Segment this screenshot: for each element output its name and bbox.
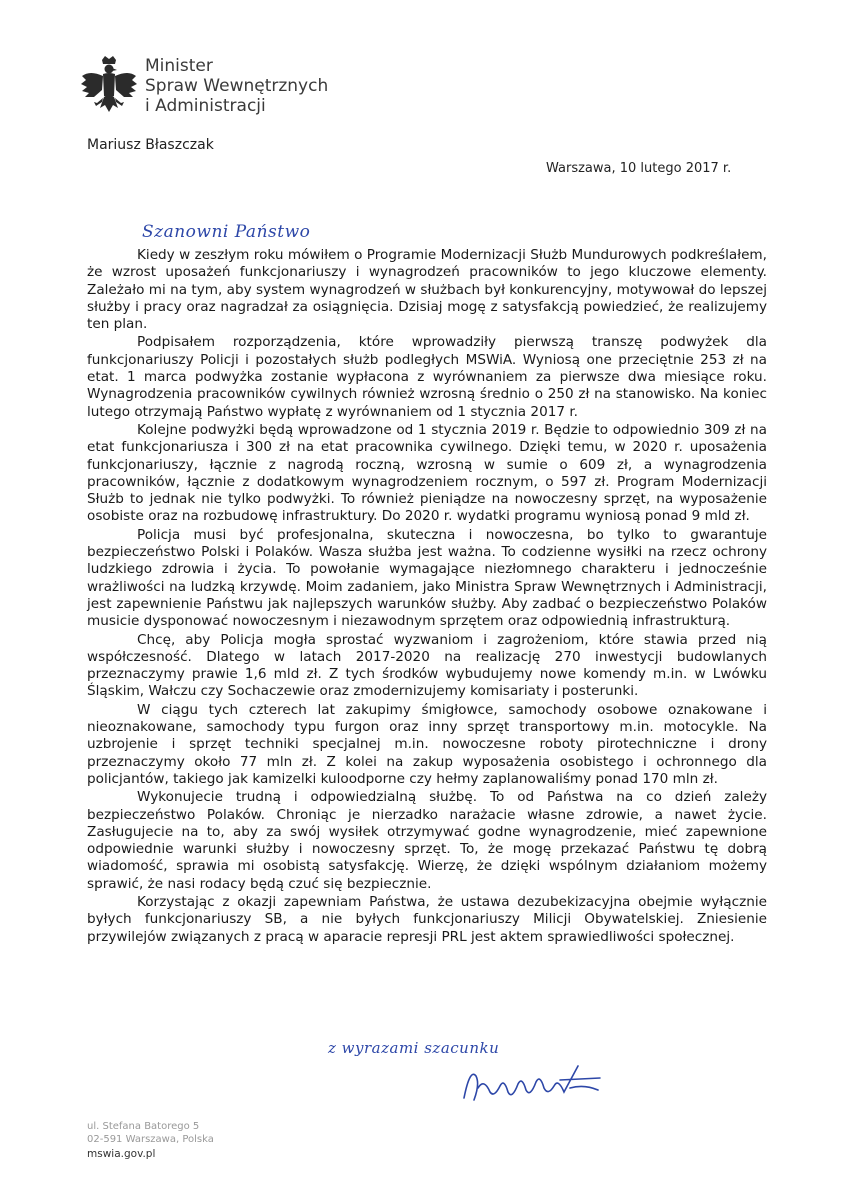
handwritten-closing: z wyrazami szacunku <box>328 1039 500 1057</box>
ministry-name-line: Spraw Wewnętrznych <box>145 76 329 96</box>
paragraph: Policja musi być profesjonalna, skuteczna i nowoczesna, bo tylko to gwarantuje bezpieczeństwo Polski i Polaków. Wasza służba jest ważna. To codzienne wysiłki na rzecz ochrony ludzkiego zdrowia i życia. To powołanie wymagające niezłomnego charakteru i jednocześnie wrażliwości na ludzką krzywdę. Moim zadaniem, jako Ministra Spraw Wewnętrznych i Administracji, jest zapewnienie Państwu jak najlepszych warunków służby. Aby zadbać o bezpieczeństwo Polaków musicie dysponować nowoczesnym i niezawodnym sprzętem oraz odpowiednią infrastrukturą. <box>87 526 767 630</box>
signer-name: Mariusz Błaszczak <box>87 137 214 153</box>
paragraph: Kiedy w zeszłym roku mówiłem o Programie Modernizacji Służb Mundurowych podkreślałem, że wzrost uposażeń funkcjonariuszy i wynagrodzeń pracowników to jego kluczowe elementy. Zależało mi na tym, aby system wynagrodzeń w służbach był konkurencyjny, motywował do lepszej służby i pracy oraz nagradzał za osiągnięcia. Dzisiaj mogę z satysfakcją powiedzieć, że realizujemy ten plan. <box>87 247 767 333</box>
address-street: ul. Stefana Batorego 5 <box>87 1121 200 1132</box>
ministry-name-line: Minister <box>145 56 213 76</box>
signature-icon <box>460 1058 610 1108</box>
paragraph: W ciągu tych czterech lat zakupimy śmigłowce, samochody osobowe oznakowane i nieoznakowane, samochody typu furgon oraz inny sprzęt transportowy m.in. motocykle. Na uzbrojenie i sprzęt techniki specjalnej m.in. nowoczesne roboty pirotechniczne i drony przeznaczymy około 77 mln zł. Z kolei na zakup wyposażenia osobistego i ochronnego dla policjantów, takiego jak kamizelki kuloodporne czy hełmy zaplanowaliśmy ponad 170 mln zł. <box>87 701 767 787</box>
paragraph: Chcę, aby Policja mogła sprostać wyzwaniom i zagrożeniom, które stawia przed nią współczesność. Dlatego w latach 2017-2020 na realizację 270 inwestycji budowlanych przeznaczymy prawie 1,6 mld zł. Z tych środków wybudujemy nowe komendy m.in. w Lwówku Śląskim, Wałczu czy Sochaczewie oraz zmodernizujemy komisariaty i posterunki. <box>87 631 767 700</box>
handwritten-salutation: Szanowni Państwo <box>142 222 311 242</box>
ministry-name-line: i Administracji <box>145 96 266 116</box>
paragraph: Wykonujecie trudną i odpowiedzialną służbę. To od Państwa na co dzień zależy bezpieczeństwo Polaków. Chroniąc je nierzadko narażacie własne zdrowie, a nawet życie. Zasługujecie na to, aby za swój wysiłek otrzymywać godne wynagrodzenie, mieć zapewnione odpowiednie warunki służby i nowoczesny sprzęt. To, że mogę przekazać Państwu tę dobrą wiadomość, sprawia mi osobistą satysfakcję. Wierzę, że dzięki wspólnym działaniom możemy sprawić, że nasi rodacy będą czuć się bezpiecznie. <box>87 789 767 892</box>
footer-address <box>87 1120 214 1161</box>
website-link[interactable]: mswia.gov.pl <box>87 1148 156 1160</box>
eagle-emblem-icon <box>80 56 138 120</box>
paragraph: Podpisałem rozporządzenia, które wprowadziły pierwszą transzę podwyżek dla funkcjonariuszy Policji i pozostałych służb podległych MSWiA. Wyniosą one przeciętnie 253 zł na etat. 1 marca podwyżka zostanie wypłacona z wyrównaniem za pierwsze dwa miesiące roku. Wynagrodzenia pracowników cywilnych również wzrosną średnio o 250 zł na stanowisko. Na koniec lutego otrzymają Państwo wypłatę z wyrównaniem od 1 stycznia 2017 r. <box>87 334 767 420</box>
ministry-name <box>145 56 328 116</box>
paragraph: Kolejne podwyżki będą wprowadzone od 1 stycznia 2019 r. Będzie to odpowiednio 309 zł na etat funkcjonariusza i 300 zł na etat pracownika cywilnego. Dzięki temu, w 2020 r. uposażenia funkcjonariuszy, łącznie z nagrodą roczną, wzrosną w sumie o 609 zł, a wynagrodzenia pracowników, łącznie z dodatkowym wynagrodzeniem rocznym, o 597 zł. Program Modernizacji Służb to jednak nie tylko podwyżki. To również pieniądze na nowoczesny sprzęt, na wyposażenie osobiste oraz na rozbudowę infrastruktury. Do 2020 r. wydatki programu wyniosą ponad 9 mld zł. <box>87 421 767 525</box>
address-city: 02-591 Warszawa, Polska <box>87 1134 214 1145</box>
letter-body <box>87 247 767 947</box>
date-line: Warszawa, 10 lutego 2017 r. <box>546 161 732 176</box>
paragraph: Korzystając z okazji zapewniam Państwa, że ustawa dezubekizacyjna obejmie wyłącznie byłych funkcjonariuszy SB, a nie byłych funkcjonariuszy Milicji Obywatelskiej. Zniesienie przywilejów związanych z pracą w aparacie represji PRL jest aktem sprawiedliwości społecznej. <box>87 893 767 945</box>
